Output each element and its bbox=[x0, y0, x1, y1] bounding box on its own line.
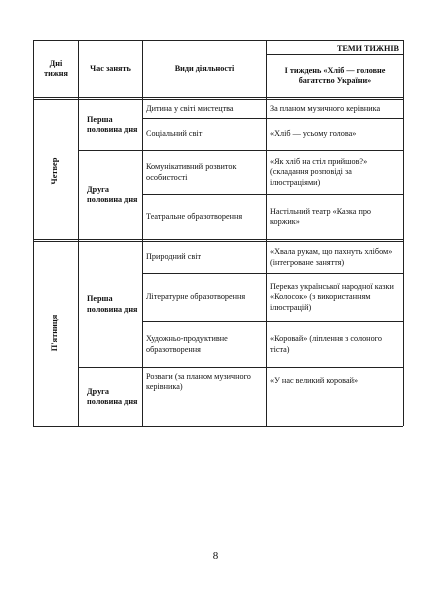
fri-second-half-text: Друга половина дня bbox=[87, 386, 138, 406]
thu-content-1: За планом музичного керівника bbox=[270, 103, 381, 113]
header-days-text: Дні тижня bbox=[44, 58, 68, 78]
thu-activity-2: Соціальний світ bbox=[146, 129, 203, 139]
header-time-text: Час занять bbox=[90, 63, 131, 73]
fri-content-4: «У нас великий коровай» bbox=[270, 376, 359, 385]
thu-second-half-text: Друга половина дня bbox=[87, 184, 138, 204]
header-bottom-line-1 bbox=[33, 97, 403, 98]
fri-activity-2: Літературне образотворення bbox=[146, 292, 246, 302]
thu-activity-3: Комунікативний розвиток особистості bbox=[146, 162, 237, 182]
fri-content-1: «Хвала рукам, що пахнуть хлібом» (інтегроване заняття) bbox=[270, 247, 393, 267]
header-time bbox=[79, 41, 142, 97]
thu-content-4: Настільний театр «Казка про коржик» bbox=[270, 206, 372, 226]
thu-first-half bbox=[79, 100, 142, 150]
fri-activity-3: Художньо-продуктивне образотворення bbox=[146, 334, 228, 354]
table-border-right bbox=[403, 40, 404, 426]
page-number: 8 bbox=[212, 550, 219, 562]
day-label-friday: П'ятниця bbox=[50, 314, 59, 352]
header-topics bbox=[267, 41, 403, 54]
day-label-thursday: Четвер bbox=[50, 157, 59, 185]
header-week bbox=[267, 55, 403, 97]
fri-content-2: Переказ української народної казки «Колосок» (з використанням ілюстрацій) bbox=[270, 282, 394, 312]
table-border-bottom bbox=[33, 426, 403, 427]
fri-activity-4: Розваги (за планом музичного керівника) bbox=[146, 372, 251, 392]
header-week-text: І тиждень «Хліб — головне багатство України» bbox=[284, 65, 386, 85]
day-sep-line-1 bbox=[33, 239, 403, 240]
header-topics-text: ТЕМИ ТИЖНІВ bbox=[336, 44, 399, 53]
thu-activity-4: Театральне образотворення bbox=[146, 211, 243, 221]
thu-content-2: «Хліб — усьому голова» bbox=[270, 129, 357, 139]
fri-second-half bbox=[79, 368, 142, 426]
thu-content-3: «Як хліб на стіл прийшов?» (складання розповіді за ілюстраціями) bbox=[270, 157, 368, 187]
fri-first-half-text: Перша половина дня bbox=[87, 294, 138, 314]
thu-second-half bbox=[79, 151, 142, 239]
fri-first-half bbox=[79, 242, 142, 367]
fri-content-3: «Коровай» (ліплення з солоного тіста) bbox=[270, 334, 382, 354]
header-days bbox=[34, 41, 78, 97]
thu-first-half-text: Перша половина дня bbox=[87, 114, 138, 134]
header-activities-text: Види діяльності bbox=[174, 63, 235, 73]
header-activities bbox=[143, 41, 266, 97]
thu-activity-1: Дитина у світі мистецтва bbox=[146, 103, 234, 113]
fri-activity-1: Природний світ bbox=[146, 252, 202, 262]
